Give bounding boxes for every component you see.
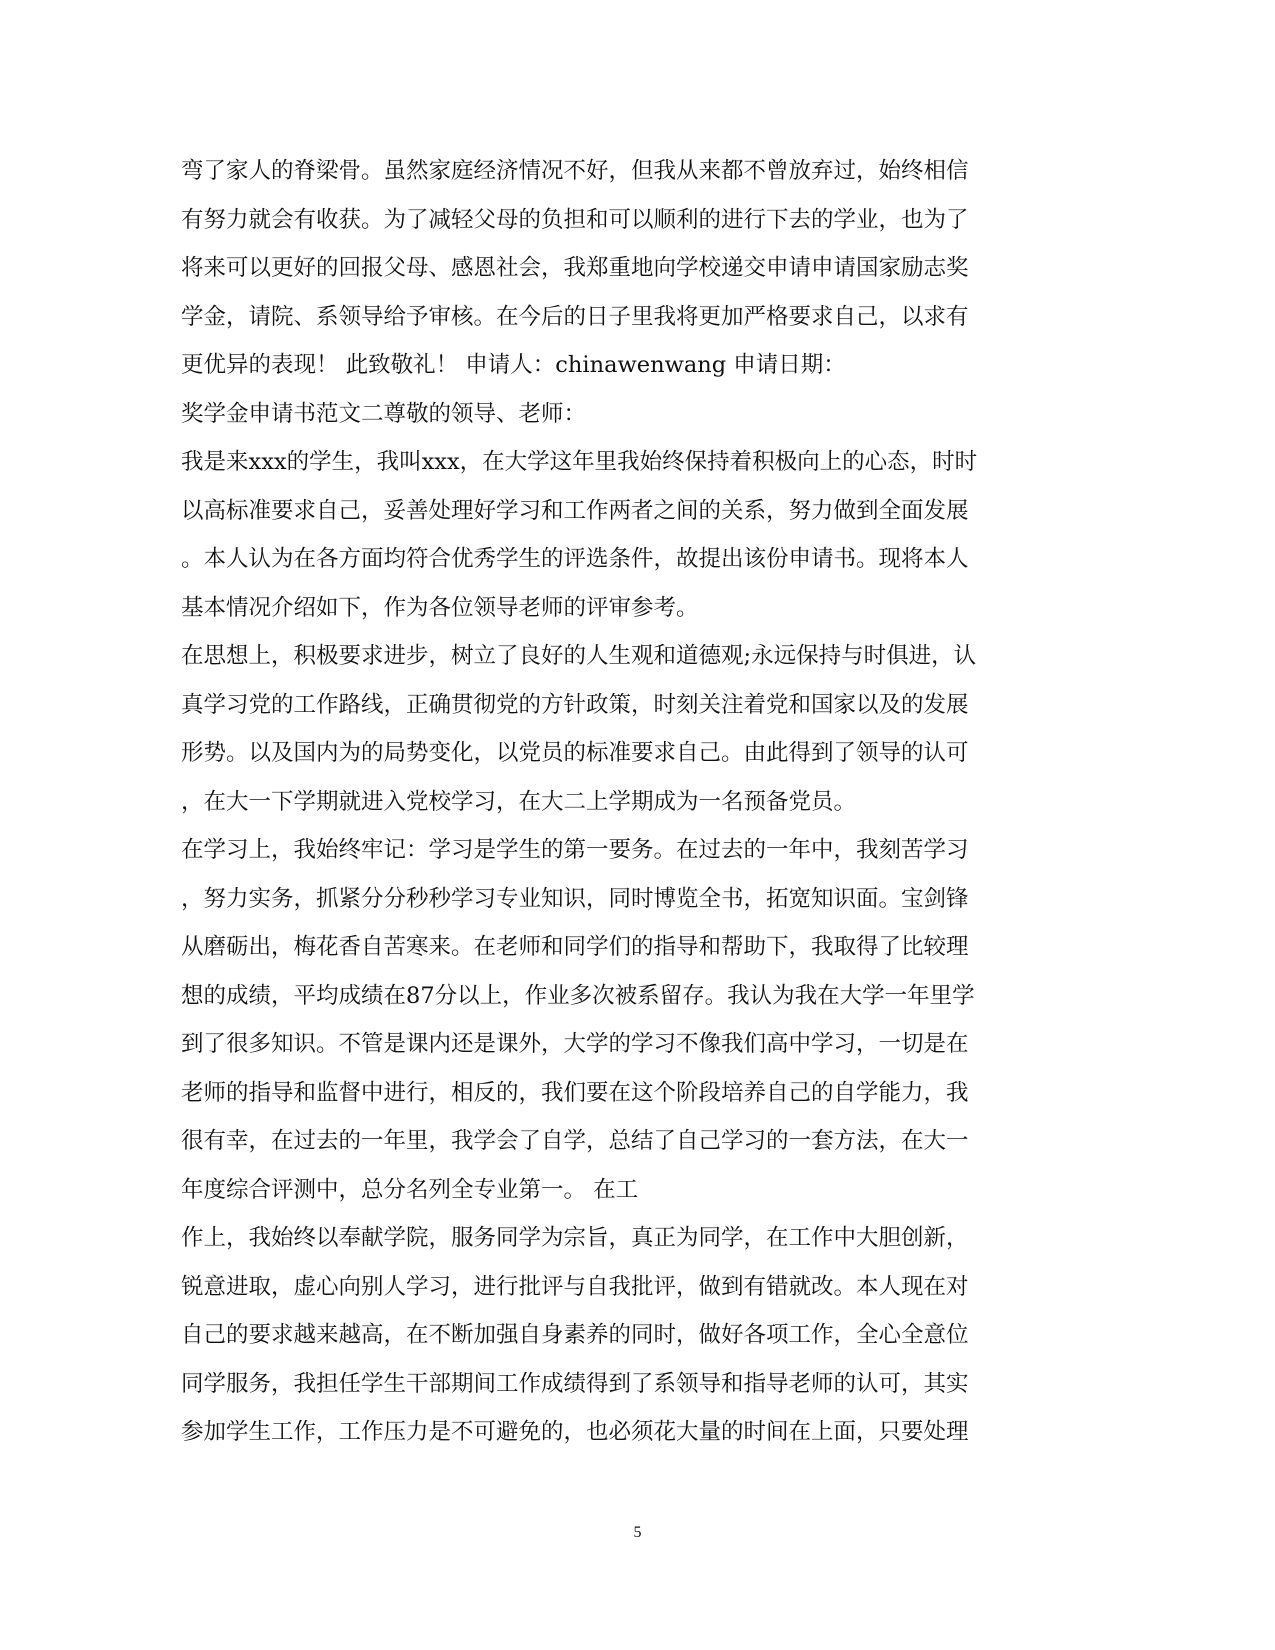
text-line: 以高标准要求自己，妥善处理好学习和工作两者之间的关系，努力做到全面发展: [181, 497, 969, 524]
text-line: 将来可以更好的回报父母、感恩社会，我郑重地向学校递交申请申请国家励志奖: [181, 255, 969, 281]
text-line: 形势。以及国内为的局势变化，以党员的标准要求自己。由此得到了领导的认可: [181, 740, 969, 766]
text-line: 基本情况介绍如下，作为各位领导老师的评审参考。: [181, 594, 699, 621]
text-line: 同学服务，我担任学生干部期间工作成绩得到了系领导和指导老师的认可，其实: [181, 1370, 969, 1397]
body-text: [181, 147, 1051, 1457]
text-line: 在学习上，我始终牢记：学习是学生的第一要务。在过去的一年中，我刻苦学习: [181, 837, 969, 863]
text-line: 锐意进取，虚心向别人学习，进行批评与自我批评，做到有错就改。本人现在对: [181, 1273, 969, 1300]
text-line: 真学习党的工作路线，正确贯彻党的方针政策，时刻关注着党和国家以及的发展: [181, 691, 969, 718]
text-line: 到了很多知识。不管是课内还是课外，大学的学习不像我们高中学习，一切是在: [181, 1031, 969, 1057]
text-line: 参加学生工作，工作压力是不可避免的，也必须花大量的时间在上面，只要处理: [181, 1419, 969, 1445]
text-line: 作上，我始终以奉献学院，服务同学为宗旨，真正为同学，在工作中大胆创新，: [181, 1225, 969, 1251]
text-line: 我是来xxx的学生，我叫xxx，在大学这年里我始终保持着积极向上的心态，时时: [181, 449, 978, 475]
text-line: 有努力就会有收获。为了减轻父母的负担和可以顺利的进行下去的学业，也为了: [181, 206, 969, 233]
text-line: 在思想上，积极要求进步，树立了良好的人生观和道德观;永远保持与时俱进，认: [181, 643, 977, 669]
text-line: 想的成绩，平均成绩在87分以上，作业多次被系留存。我认为我在大学一年里学: [181, 982, 975, 1009]
text-line: ，在大一下学期就进入党校学习，在大二上学期成为一名预备党员。: [181, 788, 857, 815]
text-line: 学金，请院、系领导给予审核。在今后的日子里我将更加严格要求自己，以求有: [181, 303, 969, 330]
text-line: ，努力实务，抓紧分分秒秒学习专业知识，同时博览全书，拓宽知识面。宝剑锋: [181, 885, 969, 912]
text-line: 弯了家人的脊梁骨。虽然家庭经济情况不好，但我从来都不曾放弃过，始终相信: [181, 158, 969, 184]
text-line: 更优异的表现！ 此致敬礼！ 申请人：chinawenwang 申请日期：: [181, 352, 846, 378]
text-line: 从磨砺出，梅花香自苦寒来。在老师和同学们的指导和帮助下，我取得了比较理: [181, 934, 969, 960]
text-line: 老师的指导和监督中进行，相反的，我们要在这个阶段培养自己的自学能力，我: [181, 1079, 969, 1106]
page-number: 5: [633, 1524, 642, 1541]
text-line: 自己的要求越来越高，在不断加强自身素养的同时，做好各项工作，全心全意位: [181, 1322, 969, 1348]
text-line: 奖学金申请书范文二尊敬的领导、老师：: [181, 400, 587, 427]
text-line: 很有幸，在过去的一年里，我学会了自学，总结了自己学习的一套方法，在大一: [181, 1128, 969, 1154]
text-line: 年度综合评测中，总分名列全专业第一。 在工: [181, 1176, 639, 1203]
text-line: 。本人认为在各方面均符合优秀学生的评选条件，故提出该份申请书。现将本人: [181, 546, 969, 572]
